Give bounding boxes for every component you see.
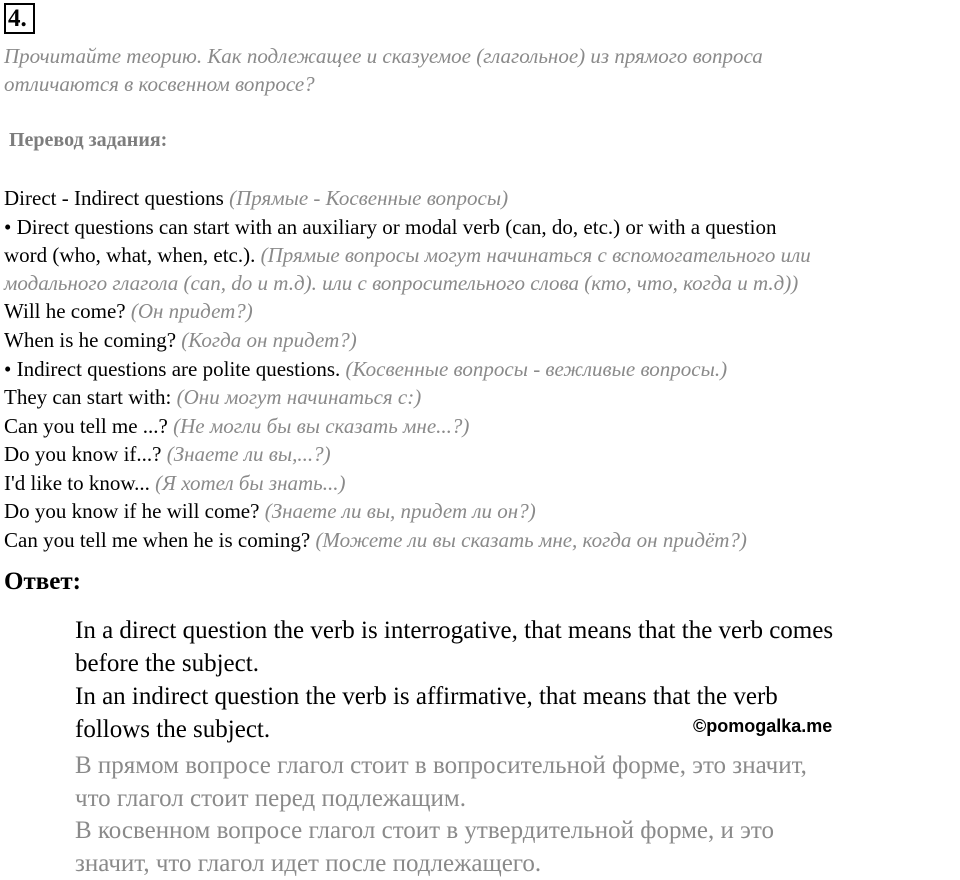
- theory-en: I'd like to know...: [4, 471, 150, 495]
- theory-en: Can you tell me when he is coming?: [4, 528, 311, 552]
- theory-line: [4, 184, 508, 212]
- theory-en: Direct - Indirect questions: [4, 186, 224, 210]
- theory-ru: (Прямые - Косвенные вопросы): [223, 186, 509, 210]
- theory-en: Will he come?: [4, 299, 126, 323]
- theory-line: [4, 469, 345, 497]
- theory-ru: (Он придет?): [125, 299, 253, 323]
- answer-heading: Ответ:: [4, 568, 81, 595]
- theory-line: [4, 383, 421, 411]
- theory-en: When is he coming?: [4, 328, 177, 352]
- theory-ru: (Косвенные вопросы - вежливые вопросы.): [340, 357, 728, 381]
- theory-ru: (Они могут начинаться с:): [171, 385, 422, 409]
- theory-line: [4, 440, 331, 468]
- theory-ru: (Знаете ли вы,...?): [161, 442, 331, 466]
- theory-line: [4, 412, 469, 440]
- theory-en: Can you tell me ...?: [4, 414, 168, 438]
- theory-line: [4, 297, 253, 325]
- theory-line: [4, 355, 727, 383]
- answer-ru-line: значит, что глагол идет после подлежащего.: [75, 850, 542, 877]
- theory-line: [4, 526, 747, 554]
- theory-en: Do you know if he will come?: [4, 499, 260, 523]
- theory-ru: (Можете ли вы сказать мне, когда он придёт?): [310, 528, 747, 552]
- theory-ru: (Знаете ли вы, придет ли он?): [259, 499, 536, 523]
- theory-line: [4, 497, 536, 525]
- theory-en: • Direct questions can start with an auxiliary or modal verb (can, do, etc.) or with a question: [4, 215, 777, 239]
- theory-ru: (Не могли бы вы сказать мне...?): [167, 414, 470, 438]
- answer-en-line: before the subject.: [75, 650, 259, 677]
- answer-en-line: In an indirect question the verb is affirmative, that means that the verb: [75, 683, 778, 710]
- theory-ru: (Прямые вопросы могут начинаться с вспомогательного или: [255, 243, 811, 267]
- theory-en: Do you know if...?: [4, 442, 162, 466]
- translation-heading: Перевод задания:: [9, 129, 168, 151]
- watermark: ©pomogalka.me: [693, 716, 833, 736]
- theory-en: • Indirect questions are polite questions.: [4, 357, 341, 381]
- answer-ru-line: что глагол стоит перед подлежащим.: [75, 785, 466, 812]
- answer-ru-line: В прямом вопросе глагол стоит в вопросительной форме, это значит,: [75, 752, 807, 779]
- theory-en: word (who, what, when, etc.).: [4, 243, 256, 267]
- task-number: 4.: [4, 3, 35, 34]
- theory-ru: (Когда он придет?): [176, 328, 357, 352]
- task-text-line-2: отличаются в косвенном вопросе?: [4, 72, 315, 96]
- theory-ru: (Я хотел бы знать...): [149, 471, 346, 495]
- answer-ru-line: В косвенном вопросе глагол стоит в утвердительной форме, и это: [75, 817, 774, 844]
- theory-line: [4, 326, 357, 354]
- theory-line: [4, 213, 776, 241]
- task-text-line-1: Прочитайте теорию. Как подлежащее и сказуемое (глагольное) из прямого вопроса: [4, 44, 763, 68]
- theory-line: [4, 241, 811, 269]
- answer-en-line: In a direct question the verb is interrogative, that means that the verb comes: [75, 617, 834, 644]
- theory-ru: модального глагола (can, do и т.д). или с вопросительного слова (кто, что, когда и т.д)): [4, 271, 799, 295]
- answer-en-line: follows the subject.: [75, 716, 271, 743]
- theory-en: They can start with:: [4, 385, 172, 409]
- theory-line: [4, 269, 798, 297]
